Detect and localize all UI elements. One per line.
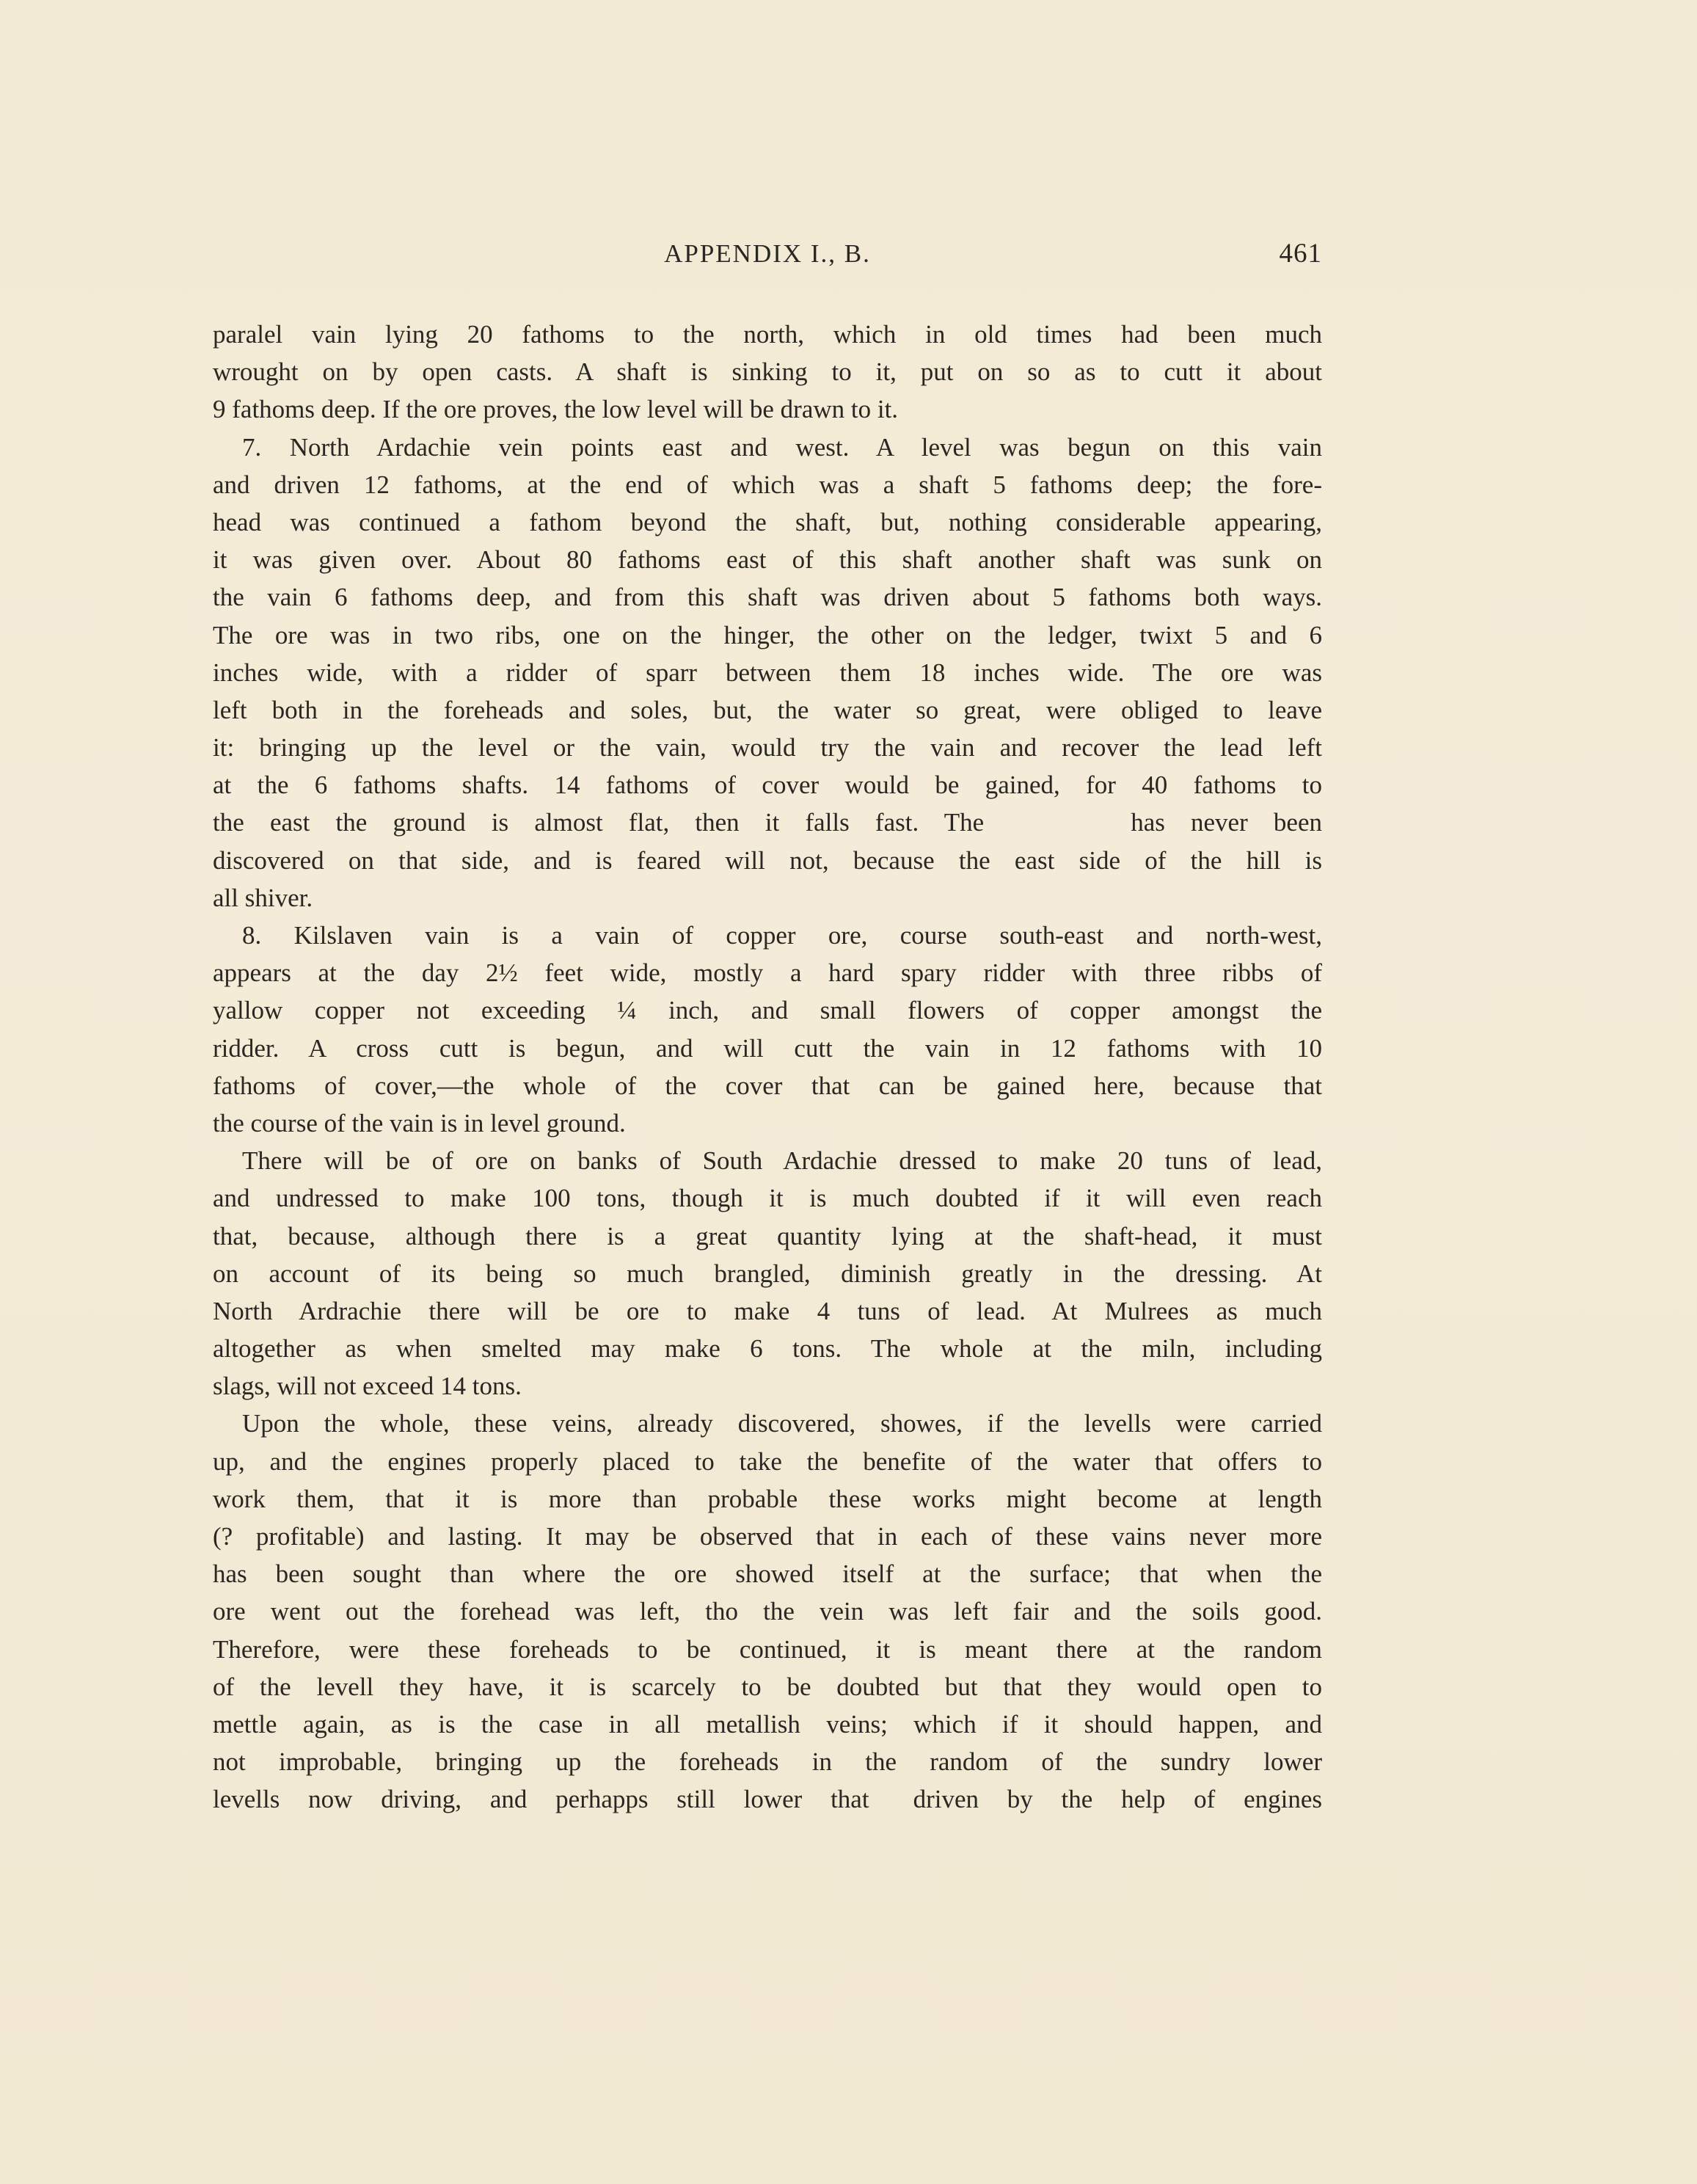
text-line: appears at the day 2½ feet wide, mostly a hard spary ridder with three ribbs of xyxy=(213,958,1322,988)
text-line: fathoms of cover,—the whole of the cover that can be gained here, because that xyxy=(213,1071,1322,1100)
text-line: wrought on by open casts. A shaft is sinking to it, put on so as to cutt it about xyxy=(213,357,1322,387)
line-segment: the east the ground is almost flat, then it falls fast. The xyxy=(213,808,985,837)
text-line: paralel vain lying 20 fathoms to the north, which in old times had been much xyxy=(213,320,1322,349)
text-line: it: bringing up the level or the vain, would try the vain and recover the lead left xyxy=(213,733,1322,762)
body-text xyxy=(213,316,1322,1819)
text-line: slags, will not exceed 14 tons. xyxy=(213,1372,522,1401)
text-line: it was given over. About 80 fathoms east of this shaft another shaft was sunk on xyxy=(213,545,1322,575)
line-segment: levells now driving, and perhapps still lower that xyxy=(213,1785,869,1814)
text-line: and driven 12 fathoms, at the end of which was a shaft 5 fathoms deep; the fore- xyxy=(213,470,1322,499)
text-line: that, because, although there is a great quantity lying at the shaft-head, it must xyxy=(213,1221,1322,1251)
text-line: of the levell they have, it is scarcely to be doubted but that they would open to xyxy=(213,1672,1322,1701)
text-line: work them, that it is more than probable these works might become at length xyxy=(213,1484,1322,1513)
text-line: has been sought than where the ore showed itself at the surface; that when the xyxy=(213,1559,1322,1589)
split-text-line xyxy=(213,1780,1322,1818)
text-line: ridder. A cross cutt is begun, and will cutt the vain in 12 fathoms with 10 xyxy=(213,1033,1322,1063)
text-line: all shiver. xyxy=(213,883,313,912)
paragraph-start-line: There will be of ore on banks of South Ardachie dressed to make 20 tuns of lead, xyxy=(242,1146,1322,1176)
text-line: at the 6 fathoms shafts. 14 fathoms of cover would be gained, for 40 fathoms to xyxy=(213,771,1322,800)
text-line: the course of the vain is in level ground. xyxy=(213,1108,626,1138)
text-line: left both in the foreheads and soles, but, the water so great, were obliged to leave xyxy=(213,695,1322,724)
text-line: up, and the engines properly placed to take the benefite of the water that offers to xyxy=(213,1446,1322,1476)
split-text-line xyxy=(213,804,1322,841)
text-line: Therefore, were these foreheads to be continued, it is meant there at the random xyxy=(213,1634,1322,1664)
text-line: yallow copper not exceeding ¼ inch, and small flowers of copper amongst the xyxy=(213,996,1322,1025)
text-line: The ore was in two ribs, one on the hinger, the other on the ledger, twixt 5 and 6 xyxy=(213,620,1322,649)
text-line: altogether as when smelted may make 6 tons. The whole at the miln, including xyxy=(213,1334,1322,1364)
text-line: not improbable, bringing up the foreheads in the random of the sundry lower xyxy=(213,1747,1322,1777)
text-line: head was continued a fathom beyond the shaft, but, nothing considerable appearing, xyxy=(213,507,1322,536)
text-line: the vain 6 fathoms deep, and from this shaft was driven about 5 fathoms both ways. xyxy=(213,583,1322,612)
text-line: and undressed to make 100 tons, though it is much doubted if it will even reach xyxy=(213,1184,1322,1213)
paragraph-start-line: 8. Kilslaven vain is a vain of copper ore, course south-east and north-west, xyxy=(242,921,1322,950)
text-line: North Ardrachie there will be ore to make 4 tuns of lead. At Mulrees as much xyxy=(213,1296,1322,1325)
text-line: discovered on that side, and is feared will not, because the east side of the hill is xyxy=(213,845,1322,875)
running-title: APPENDIX I., B. xyxy=(664,239,871,268)
page-number: 461 xyxy=(1279,239,1322,269)
paragraph-start-line: 7. North Ardachie vein points east and west. A level was begun on this vain xyxy=(242,432,1322,462)
line-segment: driven by the help of engines xyxy=(913,1785,1322,1814)
text-line: ore went out the forehead was left, tho the vein was left fair and the soils good. xyxy=(213,1597,1322,1626)
text-line: mettle again, as is the case in all metallish veins; which if it should happen, and xyxy=(213,1709,1322,1739)
text-line: 9 fathoms deep. If the ore proves, the low level will be drawn to it. xyxy=(213,395,899,424)
text-line: (? profitable) and lasting. It may be observed that in each of these vains never more xyxy=(213,1522,1322,1551)
paragraph-start-line: Upon the whole, these veins, already discovered, showes, if the levells were carried xyxy=(242,1409,1322,1438)
text-line: on account of its being so much brangled, diminish greatly in the dressing. At xyxy=(213,1259,1322,1288)
line-segment: has never been xyxy=(1131,808,1322,837)
text-line: inches wide, with a ridder of sparr between them 18 inches wide. The ore was xyxy=(213,658,1322,687)
running-header xyxy=(213,236,1322,272)
